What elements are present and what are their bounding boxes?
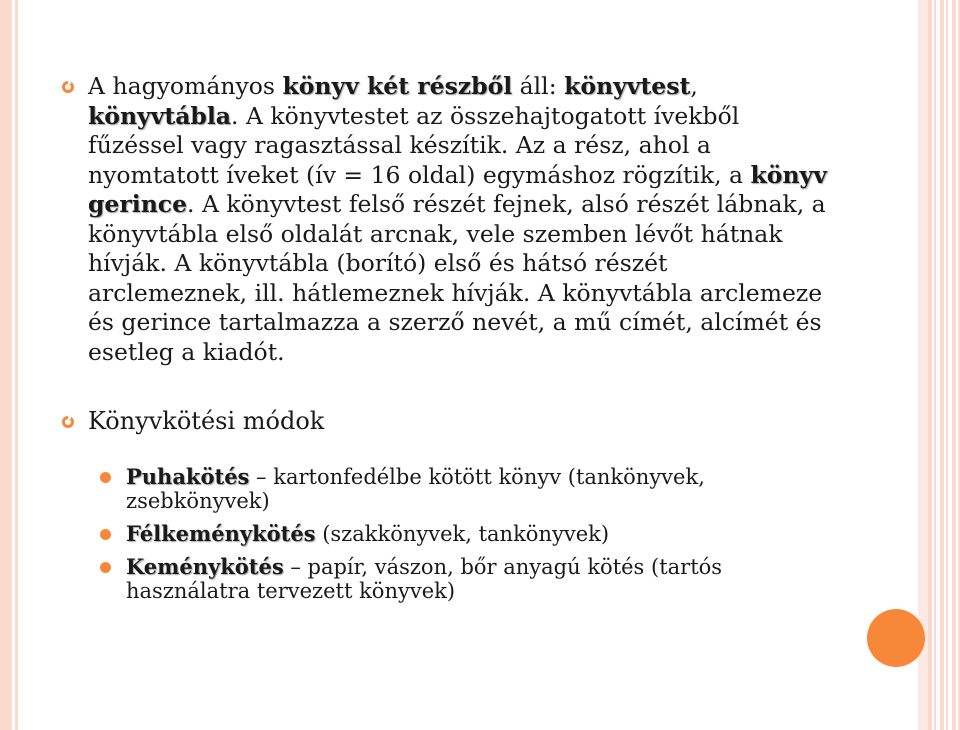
dot-bullet-icon <box>100 562 111 573</box>
text-run: áll: <box>512 72 565 100</box>
text-run: . A könyvtest felső részét fejnek, alsó részét lábnak, a könyvtábla első oldalát arcnak, vele szemben lévőt hátnak hívják. A könyvtábla (borító) első és hátsó részét arclemeznek, ill. hátlemeznek hívják. A könyvtábla arclemeze és gerince tartalmazza a szerző nevét, a mű címét, alcímét és esetleg a kiadót. <box>88 190 826 366</box>
bold-term: könyv gerince <box>88 160 827 218</box>
item-text: – papír, vászon, bőr anyagú kötés (tartós használatra tervezett könyvek) <box>126 554 723 603</box>
bold-term: Puhakötés <box>126 463 250 489</box>
left-frame-line <box>15 0 18 730</box>
binding-methods-list <box>100 465 830 603</box>
bold-term: könyvtest <box>564 72 691 100</box>
list-item <box>100 522 830 546</box>
bold-term: Keménykötés <box>126 553 284 579</box>
bold-term: könyvtábla <box>88 101 232 130</box>
item-text: – kartonfedélbe kötött könyv (tankönyvek, zsebkönyvek) <box>126 464 705 513</box>
list-item <box>100 555 830 603</box>
text-run: A hagyományos <box>88 72 283 100</box>
list-item <box>100 465 830 513</box>
right-frame-border <box>928 0 960 730</box>
dot-bullet-icon <box>100 472 111 483</box>
section-heading: Könyvkötési módok <box>88 407 325 435</box>
paragraph-binding-methods <box>60 407 830 437</box>
slide-content <box>60 72 830 612</box>
item-text: (szakkönyvek, tankönyvek) <box>315 521 610 546</box>
text-run: . A könyvtestet az összehajtogatott ívekből fűzéssel vagy ragasztással készítik. Az a rész, ahol a nyomtatott íveket (ív = 16 oldal) egymáshoz rögzítik, a <box>88 101 751 189</box>
ring-bullet-icon <box>62 416 74 428</box>
dot-bullet-icon <box>100 529 111 540</box>
text-run: , <box>690 72 698 100</box>
bold-term: Félkeménykötés <box>126 520 316 546</box>
bold-term: könyv két részből <box>282 72 513 100</box>
ring-bullet-icon <box>62 81 74 93</box>
paragraph-book-structure <box>60 72 830 367</box>
decorative-orange-circle <box>867 609 925 667</box>
left-frame-border <box>0 0 12 730</box>
